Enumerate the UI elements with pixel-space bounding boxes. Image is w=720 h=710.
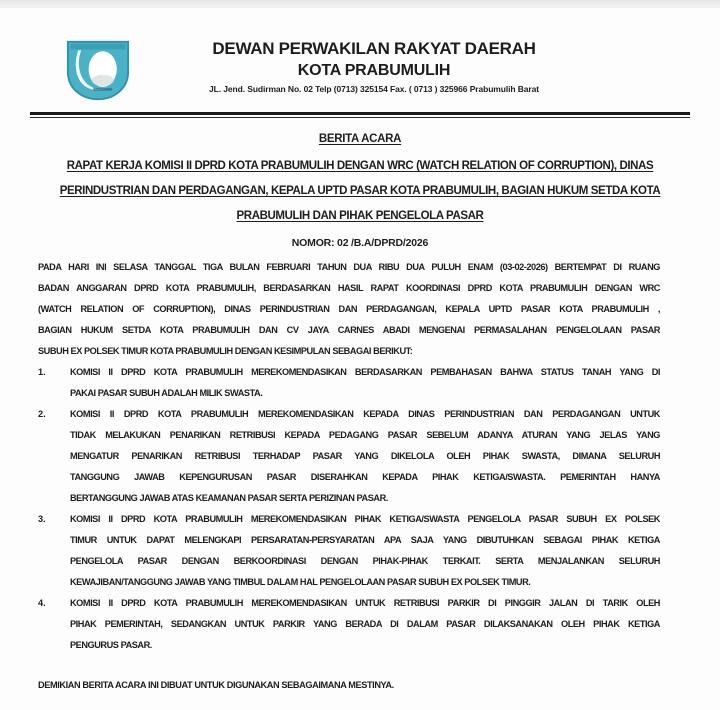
document-heading: BERITA ACARA: [318, 133, 402, 145]
prabumulih-city-emblem-icon: [62, 39, 134, 103]
item-line: PENGELOLA PASAR DENGAN BERKOORDINASI DENGAN PIHAK-PIHAK TERKAIT. SERTA MENJALANKAN SELURUH: [70, 556, 660, 566]
item-line: KOMISI II DPRD KOTA PRABUMULIH MEREKOMENDASIKAN UNTUK RETRIBUSI PARKIR DI PINGGIR JALAN DI TARIK OLEH: [70, 598, 660, 608]
scan-edge-artifact: [0, 0, 720, 8]
recommendation-list: [38, 362, 660, 656]
organization-city: KOTA PRABUMULIH: [297, 62, 451, 79]
title-line: PRABUMULIH DAN PIHAK PENGELOLA PASAR: [236, 210, 484, 222]
item-text: [70, 362, 660, 404]
document-number: NOMOR: 02 /B.A/DPRD/2026: [291, 237, 429, 249]
paragraph-line: (WATCH RELATION OF CORRUPTION), DINAS PERINDUSTRIAN DAN PERDAGANGAN, KEPALA UPTD PASAR KOTA PRABUMULIH ,: [38, 304, 660, 314]
item-line: TANGGUNG JAWAB KEPENGURUSAN PASAR DISERAHKAN KEPADA PIHAK KETIGA/SWASTA. PEMERINTAH HANYA: [70, 472, 660, 482]
item-text: [70, 509, 660, 593]
item-line: KOMISI II DPRD KOTA PRABUMULIH MEREKOMENDASIKAN PIHAK KETIGA/SWASTA PENGELOLA PASAR SUBUH EX POLSEK: [70, 514, 660, 524]
organization-name: DEWAN PERWAKILAN RAKYAT DAERAH: [212, 39, 536, 58]
item-text: [70, 593, 660, 656]
document-title: [18, 154, 702, 229]
item-line: BERTANGGUNG JAWAB ATAS KEAMANAN PASAR SERTA PERIZINAN PASAR.: [70, 493, 388, 503]
title-line: RAPAT KERJA KOMISI II DPRD KOTA PRABUMULIH DENGAN WRC (WATCH RELATION OF CORRUPTION), DINAS: [66, 160, 654, 172]
item-line: MENGATUR PENARIKAN RETRIBUSI TERHADAP PASAR YANG DIKELOLA OLEH PIHAK SWASTA, DIMANA SELURUH: [70, 451, 660, 461]
list-item: [38, 362, 660, 404]
title-line: PERINDUSTRIAN DAN PERDAGANGAN, KEPALA UPTD PASAR KOTA PRABUMULIH, BAGIAN HUKUM SETDA KOTA: [59, 185, 661, 197]
item-number: 2.: [38, 409, 46, 419]
paragraph-line: BADAN ANGGARAN DPRD KOTA PRABUMULIH, BERDASARKAN HASIL RAPAT KOORDINASI DPRD KOTA PRABUMULIH DENGAN WRC: [38, 283, 660, 293]
item-line: PENGURUS PASAR.: [70, 640, 152, 650]
item-line: KOMISI II DPRD KOTA PRABUMULIH MEREKOMENDASIKAN KEPADA DINAS PERINDUSTRIAN DAN PERDAGANGAN UNTUK: [70, 409, 660, 419]
item-number: 3.: [38, 514, 46, 524]
item-line: PAKAI PASAR SUBUH ADALAH MILIK SWASTA.: [70, 388, 263, 398]
paragraph-line: SUBUH EX POLSEK TIMUR KOTA PRABUMULIH DENGAN KESIMPULAN SEBAGAI BERIKUT:: [38, 346, 413, 356]
item-line: KEWAJIBAN/TANGGUNG JAWAB YANG TIMBUL DALAM HAL PENGELOLAAN PASAR SUBUH EX POLSEK TIMUR.: [70, 577, 531, 587]
list-item: [38, 509, 660, 593]
organization-address: JL. Jend. Sudirman No. 02 Telp (0713) 325154 Fax. ( 0713 ) 325966 Prabumulih Barat: [209, 84, 539, 94]
item-line: TIMUR UNTUK DAPAT MELENGKAPI PERSARATAN-PERSYARATAN APA SAJA YANG DIBUTUHKAN SEBAGAI PIHAK KETIGA: [70, 535, 660, 545]
paragraph-line: BAGIAN HUKUM SETDA KOTA PRABUMULIH DAN CV JAYA CARNES ABADI MENGENAI PERMASALAHAN PENGELOLAAN PASAR: [38, 325, 660, 335]
list-item: [38, 404, 660, 509]
item-number: 4.: [38, 598, 46, 608]
item-line: TIDAK MELAKUKAN PENARIKAN RETRIBUSI KEPADA PEDAGANG PASAR SEBELUM ADANYA ATURAN YANG JELAS YANG: [70, 430, 660, 440]
item-number: 1.: [38, 367, 46, 377]
list-item: [38, 593, 660, 656]
letterhead: [0, 39, 720, 105]
closing-statement: DEMIKIAN BERITA ACARA INI DIBUAT UNTUK DIGUNAKAN SEBAGAIMANA MESTINYA.: [38, 680, 394, 690]
item-line: KOMISI II DPRD KOTA PRABUMULIH MEREKOMENDASIKAN BERDASARKAN PEMBAHASAN BAHWA STATUS TANAH YANG DI: [70, 367, 660, 377]
opening-paragraph: [38, 257, 660, 362]
item-text: [70, 404, 660, 509]
letterhead-divider: [30, 112, 690, 118]
item-line: PIHAK PEMERINTAH, SEDANGKAN UNTUK PARKIR YANG BERADA DI DALAM PASAR DILAKSANAKAN OLEH PIHAK KETIGA: [70, 619, 660, 629]
paragraph-line: PADA HARI INI SELASA TANGGAL TIGA BULAN FEBRUARI TAHUN DUA RIBU DUA PULUH ENAM (03-02-2026) BERTEMPAT DI RUANG: [38, 262, 660, 272]
